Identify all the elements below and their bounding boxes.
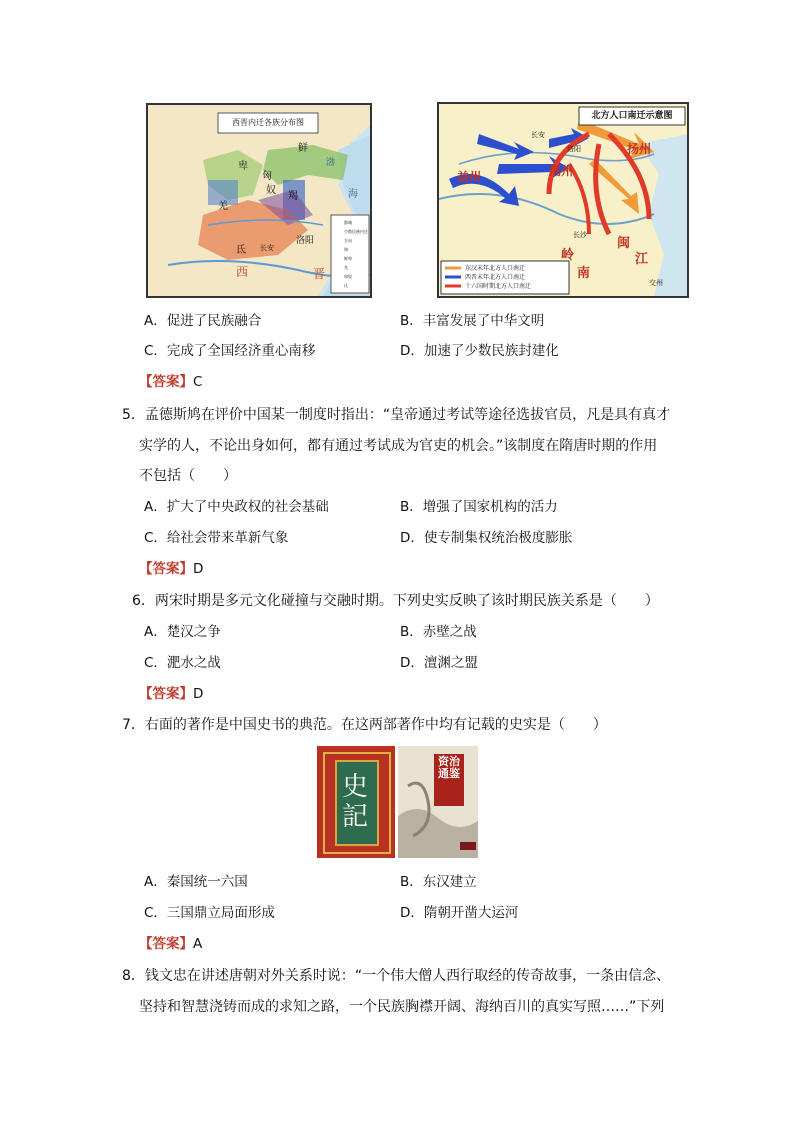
legend-item: 羯 xyxy=(344,247,348,252)
q5-option-a: A．扩大了中央政权的社会基础 xyxy=(144,499,329,515)
q7-answer xyxy=(139,934,202,954)
map-label: 卑 xyxy=(238,161,248,172)
map-label: 鲜 xyxy=(298,143,308,154)
map-place: 扬州 xyxy=(627,142,652,156)
q5-stem-line: 5．孟德斯鸠在评价中国某一制度时指出：“皇帝通过考试等途径选拔官员，凡是具有真才 xyxy=(122,407,671,423)
q5-option-d: D．使专制集权统治极度膨胀 xyxy=(400,530,573,546)
answer-value: C xyxy=(193,374,203,390)
q7-option-a: A．秦国统一六国 xyxy=(144,874,248,890)
q4-option-d: D．加速了少数民族封建化 xyxy=(400,343,559,359)
q5-answer xyxy=(139,559,203,579)
map-place: 长安 xyxy=(531,131,545,139)
book-cover-zizhitongjian xyxy=(398,746,478,858)
map-label: 匈 xyxy=(262,171,272,182)
q5-option-b: B．增强了国家机构的活力 xyxy=(400,499,558,515)
map-title: 北方人口南迁示意图 xyxy=(591,111,673,121)
legend-item: 匈奴 xyxy=(344,274,352,279)
q7-option-b: B．东汉建立 xyxy=(400,874,477,890)
legend-item: 十六国时期北方人口南迁 xyxy=(465,283,532,290)
map-title: 西晋内迁各族分布图 xyxy=(232,118,304,127)
q4-option-c: C．完成了全国经济重心南移 xyxy=(144,343,316,359)
q5-stem-line: 不包括（ ） xyxy=(139,468,237,484)
map-place: 岭 xyxy=(561,248,575,263)
map-place: 闽 xyxy=(617,236,631,251)
q4-answer xyxy=(139,372,202,392)
q8-stem-line: 8．钱文忠在讲述唐朝对外关系时说：“一个伟大僧人西行取经的传奇故事，一条由信念、 xyxy=(122,968,671,984)
map-label: 西 xyxy=(236,265,249,279)
answer-value: D xyxy=(193,686,204,702)
answer-label: 【答案】 xyxy=(139,686,193,702)
map-north-migration xyxy=(437,102,689,298)
book-cover-shiji xyxy=(317,746,395,858)
legend-item: 羌 xyxy=(344,265,348,270)
map-label: 羯 xyxy=(288,191,298,202)
map-western-jin-tribes-drawing xyxy=(148,105,370,296)
map-label: 渤 xyxy=(326,158,336,168)
map-western-jin-tribes xyxy=(146,103,372,298)
book-title: 资治通鉴 xyxy=(438,755,460,780)
map-place: 江 xyxy=(635,252,649,267)
q7-option-c: C．三国鼎立局面形成 xyxy=(144,905,275,921)
book-title: 史記 xyxy=(341,772,368,832)
legend-item: 少数民族内迁方向 xyxy=(344,229,368,243)
q5-option-c: C．给社会带来革新气象 xyxy=(144,530,289,546)
q4-option-b: B．丰富发展了中华文明 xyxy=(400,313,545,329)
answer-label: 【答案】 xyxy=(139,374,193,390)
map-place: 长沙 xyxy=(573,231,587,239)
map-label: 海 xyxy=(348,189,358,200)
q7-stem-line: 7．右面的著作是中国史书的典范。在这两部著作中均有记载的史实是（ ） xyxy=(122,717,607,733)
q6-stem-line: 6．两宋时期是多元文化碰撞与交融时期。下列史实反映了该时期民族关系是（ ） xyxy=(132,593,659,609)
q5-stem-line: 实学的人，不论出身如何，都有通过考试成为官吏的机会。”该制度在隋唐时期的作用 xyxy=(139,438,658,454)
map-label: 奴 xyxy=(266,185,276,196)
map-place: 洛阳 xyxy=(567,145,581,153)
q8-stem-line: 坚持和智慧浇铸而成的求知之路，一个民族胸襟开阔、海纳百川的真实写照……”下列 xyxy=(139,999,665,1015)
answer-value: D xyxy=(193,561,204,577)
legend-item: 氐 xyxy=(344,283,348,288)
map-label: 羌 xyxy=(218,201,228,212)
map-place: 交州 xyxy=(649,279,663,287)
legend-item: 都城 xyxy=(344,220,352,225)
answer-label: 【答案】 xyxy=(139,936,193,952)
map-label: 洛阳 xyxy=(296,236,315,246)
answer-value: A xyxy=(193,936,203,952)
map-label: 氐 xyxy=(236,245,246,256)
map-legend xyxy=(465,264,531,291)
map-place: 南 xyxy=(577,266,591,281)
q7-option-d: D．隋朝开凿大运河 xyxy=(400,905,519,921)
answer-label: 【答案】 xyxy=(139,561,193,577)
map-place: 荆州 xyxy=(549,164,574,178)
map-label: 长安 xyxy=(260,244,274,252)
legend-item: 鲜卑 xyxy=(344,256,352,261)
q6-option-d: D．澶渊之盟 xyxy=(400,655,478,671)
q4-option-a: A．促进了民族融合 xyxy=(144,313,262,329)
map-place: 益州 xyxy=(457,170,482,184)
map-label: 晋 xyxy=(313,267,326,281)
legend-item: 东汉末年北方人口南迁 xyxy=(465,265,526,272)
q6-option-c: C．淝水之战 xyxy=(144,655,221,671)
q6-answer xyxy=(139,684,203,704)
map-legend xyxy=(344,218,370,290)
legend-item: 西晋末年北方人口南迁 xyxy=(465,274,526,281)
q6-option-a: A．楚汉之争 xyxy=(144,624,221,640)
q6-option-b: B．赤壁之战 xyxy=(400,624,477,640)
